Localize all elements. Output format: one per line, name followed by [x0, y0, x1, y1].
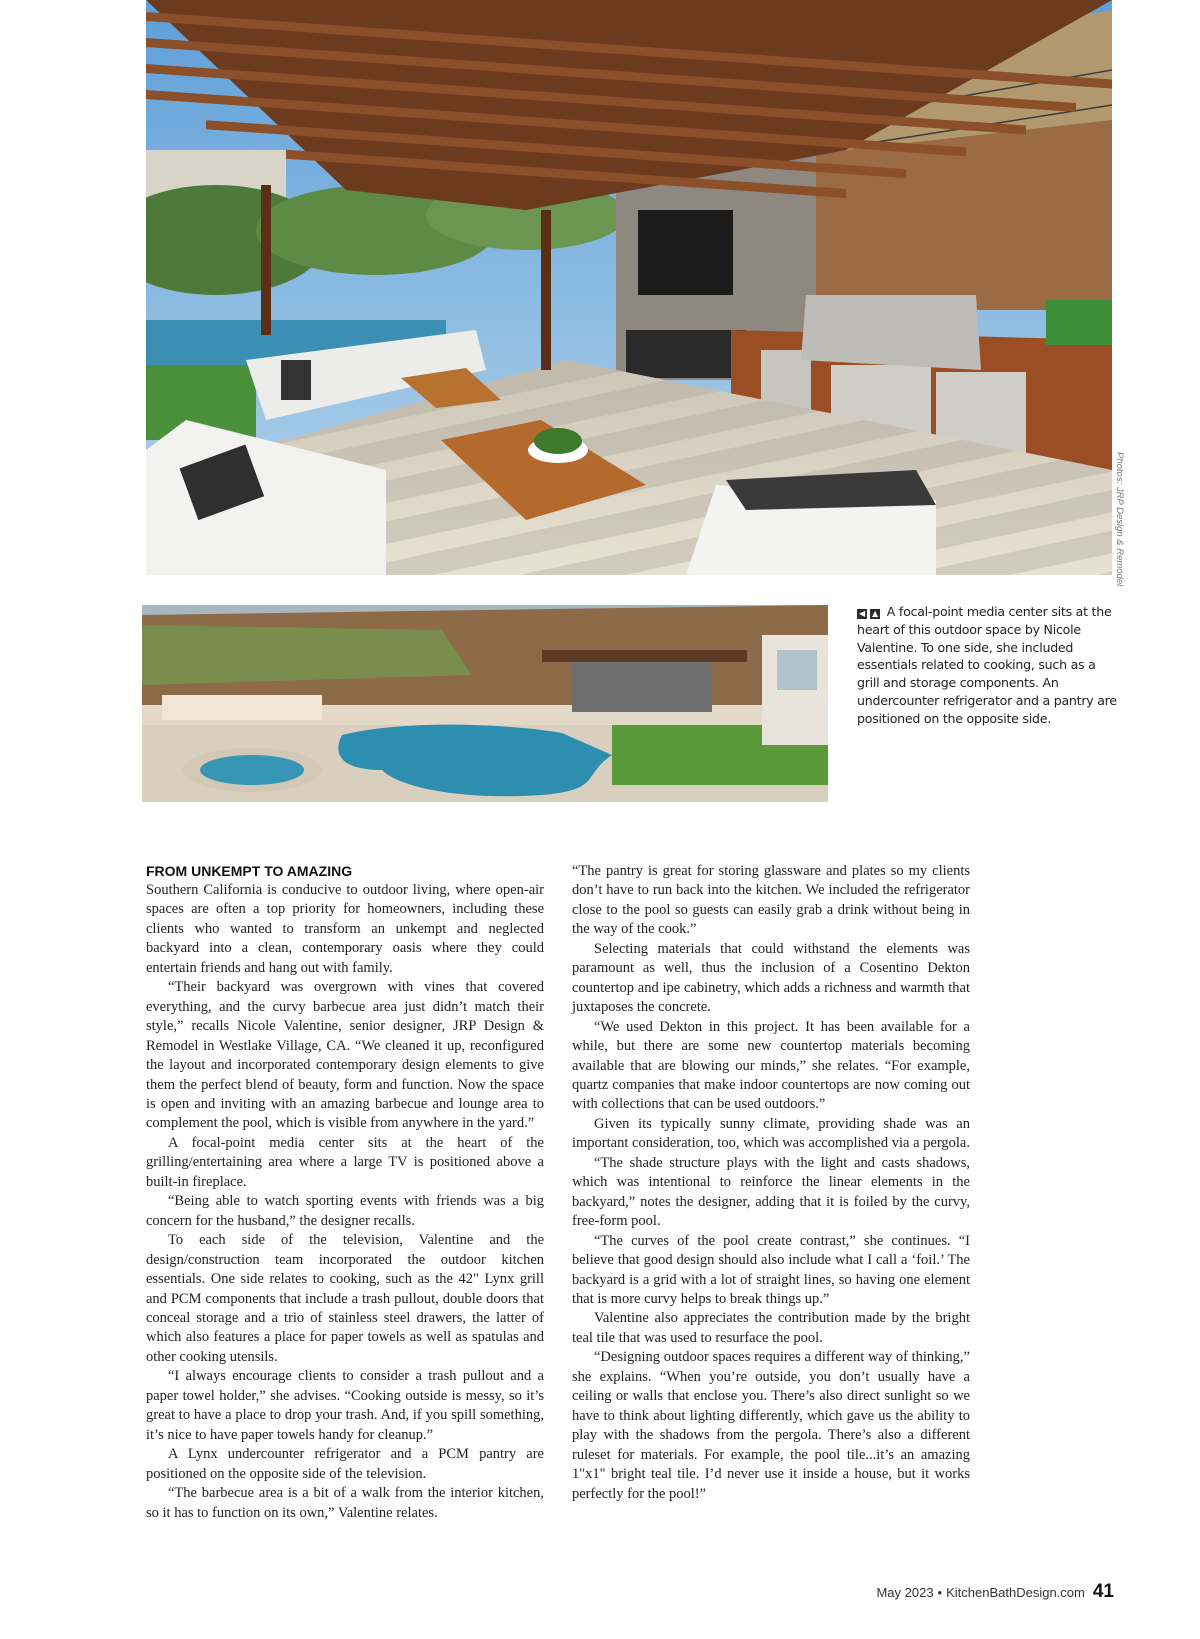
paragraph: “Designing outdoor spaces requires a different way of thinking,” she explains. “When you’re outside, you don’t usually have a ceiling or walls that enclose you. There’s also direct sunlight so we have to think about lighting differently, which gave us the ability to play with the shadows from the pergola. There’s also a different ruleset for materials. For example, the pool tile...it’s an amazing 1"x1" bright teal tile. I’d never use it inside a house, but it works perfectly for the pool!”: [572, 1349, 970, 1502]
paragraph: “Being able to watch sporting events with friends was a big concern for the husband,” the designer recalls.: [146, 1193, 544, 1229]
arrow-left-icon: ◀: [857, 609, 867, 619]
section-heading: FROM UNKEMPT TO AMAZING: [146, 863, 353, 879]
paragraph: “The pantry is great for storing glassware and plates so my clients don’t have to run back into the kitchen. We included the refrigerator close to the pool so guests can easily grab a drink without being in the way of the cook.”: [572, 863, 970, 938]
page-number: 41: [1092, 1581, 1114, 1602]
paragraph: Southern California is conducive to outdoor living, where open-air spaces are often a top priority for homeowners, including these clients who wanted to transform an unkempt and neglected backyard into a clean, contemporary oasis where they could entertain friends and hang out with family.: [146, 882, 544, 976]
hero-photo: [146, 0, 1112, 575]
arrow-up-icon: ▲: [870, 609, 880, 619]
article-column-2: [572, 862, 970, 1504]
paragraph: “Their backyard was overgrown with vines that covered everything, and the curvy barbecue area just didn’t match their style,” recalls Nicole Valentine, senior designer, JRP Design & Remodel in Westlake Village, CA. “We cleaned it up, reconfigured the layout and incorporated contemporary design elements to give them the perfect blend of beauty, form and function. Now the space is open and inviting with an amazing barbecue and lounge area to complement the pool, which is visible from anywhere in the yard.”: [146, 979, 544, 1132]
paragraph: A focal-point media center sits at the heart of the grilling/entertaining area where a large TV is positioned above a built-in fireplace.: [146, 1134, 544, 1190]
paragraph: “The barbecue area is a bit of a walk from the interior kitchen, so it has to function on its own,” Valentine relates.: [146, 1485, 544, 1521]
paragraph: To each side of the television, Valentine and the design/construction team incorporated the outdoor kitchen essentials. One side relates to cooking, such as the 42" Lynx grill and PCM components that include a trash pullout, double doors that conceal storage and a trio of stainless steel drawers, the latter of which also features a place for paper towels as well as spatulas and other cooking utensils.: [146, 1232, 544, 1365]
footer-separator: •: [937, 1585, 943, 1600]
pool-photo: [142, 605, 828, 802]
paragraph: Selecting materials that could withstand the elements was paramount as well, thus the inclusion of a Cosentino Dekton countertop and ipe cabinetry, which adds a richness and warmth that juxtaposes the concrete.: [572, 940, 970, 1016]
paragraph: A Lynx undercounter refrigerator and a PCM pantry are positioned on the opposite side of the television.: [146, 1446, 544, 1482]
paragraph: Valentine also appreciates the contribution made by the bright teal tile that was used to resurface the pool.: [572, 1310, 970, 1346]
caption-text: A focal-point media center sits at the heart of this outdoor space by Nicole Valentine. To one side, she included essentials related to cooking, such as a grill and storage components. An undercounter refrigerator and a pantry are positioned on the opposite side.: [857, 604, 1117, 726]
photo-caption: [857, 603, 1117, 728]
issue-date: May 2023: [876, 1585, 934, 1600]
paragraph: “We used Dekton in this project. It has been available for a while, but there are some new countertop materials becoming available that are blowing our minds,” she relates. “For example, quartz companies that make indoor countertops are now coming out with collections that can be used outdoors.”: [572, 1018, 970, 1113]
paragraph: “The shade structure plays with the light and casts shadows, which was intentional to reinforce the linear elements in the backyard,” notes the designer, adding that it is foiled by the curvy, free-form pool.: [572, 1154, 970, 1230]
article-column-1: [146, 862, 544, 1523]
page-footer: [876, 1581, 1114, 1603]
website: KitchenBathDesign.com: [946, 1585, 1085, 1600]
paragraph: “The curves of the pool create contrast,” she continues. “I believe that good design should also include what I call a ‘foil.’ The backyard is a grid with a lot of straight lines, so having one element that is more curvy helps to break things up.”: [572, 1232, 970, 1307]
paragraph: “I always encourage clients to consider a trash pullout and a paper towel holder,” she advises. “Cooking outside is messy, so it’s great to have a place to drop your trash. And, if you spill something, it’s nice to have paper towels handy for cleanup.”: [146, 1368, 544, 1443]
photo-credit: Photos: JRP Design & Remodel: [1114, 452, 1125, 587]
paragraph: Given its typically sunny climate, providing shade was an important consideration, too, which was accomplished via a pergola.: [572, 1115, 970, 1152]
